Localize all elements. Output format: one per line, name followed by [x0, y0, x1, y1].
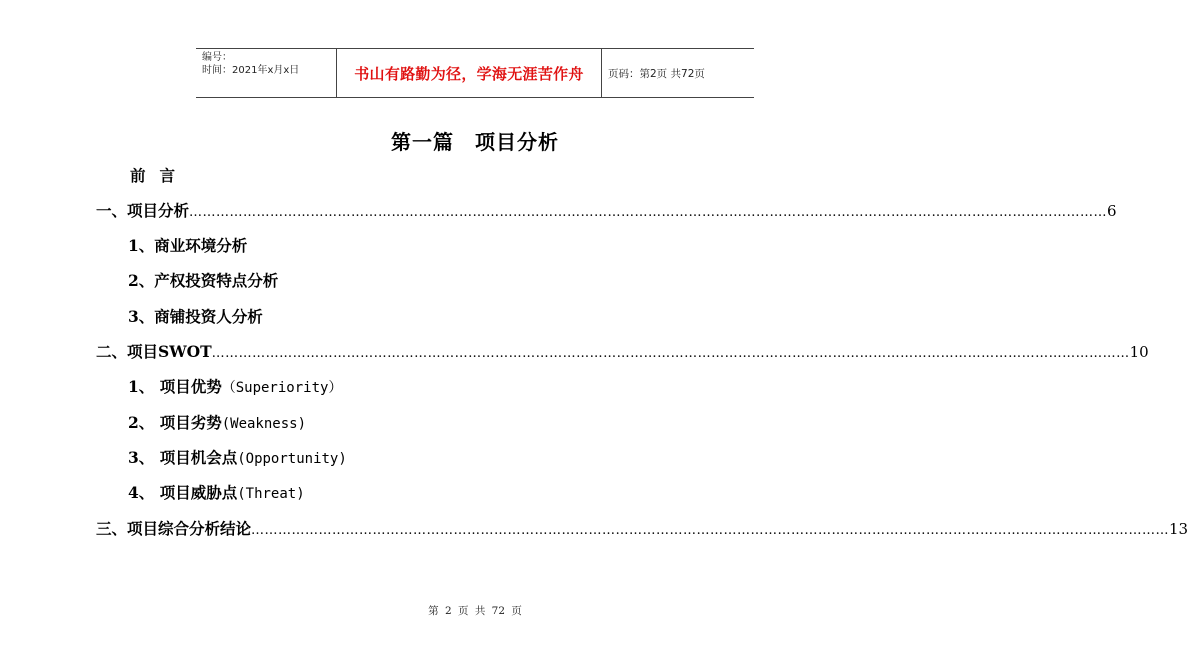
part-title: 第一篇 项目分析 — [391, 130, 559, 154]
toc-page-number: 13 — [1169, 520, 1188, 538]
toc-sub-number: 2、 — [128, 413, 155, 432]
toc-entry-label: 二、项目SWOT — [96, 342, 212, 361]
toc-entry-label: 三、项目综合分析结论 — [96, 519, 252, 538]
toc-sub-english: （Superiority） — [221, 380, 343, 396]
toc-entry-project-analysis[interactable] — [96, 199, 1117, 221]
toc-leader-dots: …………………………………………………………………………………………………………………………………………………………………………………… — [211, 346, 1130, 361]
time-label: 时间：2021年x月x日 — [202, 65, 300, 76]
toc-entry-label: 一、项目分析 — [96, 201, 190, 220]
toc-page-number: 6 — [1107, 202, 1117, 220]
toc-sub-number: 4、 — [128, 483, 155, 502]
page-header — [196, 48, 754, 98]
toc-sub-entry-superiority[interactable] — [128, 375, 342, 397]
toc-sub-entry[interactable]: 1、商业环境分析 — [128, 236, 248, 255]
toc-sub-entry[interactable]: 3、商铺投资人分析 — [128, 307, 263, 326]
toc-entry-conclusion[interactable] — [96, 517, 1188, 539]
toc-sub-title: 项目优势 — [159, 377, 222, 396]
page-footer: 第 2 页 共 72 页 — [428, 605, 522, 617]
toc-entry-swot[interactable] — [96, 340, 1149, 362]
toc-leader-dots: …………………………………………………………………………………………………………………………………………………………………………………… — [189, 205, 1108, 220]
header-page-code: 页码：第2页 共72页 — [608, 67, 705, 80]
toc-sub-number: 1、 — [128, 377, 155, 396]
toc-sub-number: 3、 — [128, 448, 155, 467]
toc-sub-entry[interactable]: 2、产权投资特点分析 — [128, 271, 279, 290]
header-meta — [196, 49, 337, 97]
serial-number-label: 编号： — [202, 52, 232, 63]
toc-sub-entry-threat[interactable] — [128, 481, 305, 503]
toc-sub-english: (Opportunity) — [237, 451, 347, 467]
toc-foreword: 前言 — [130, 166, 190, 185]
toc-sub-english: (Threat) — [237, 486, 305, 502]
toc-sub-title: 项目机会点 — [159, 448, 238, 467]
header-motto: 书山有路勤为径，学海无涯苦作舟 — [337, 49, 602, 97]
toc-sub-entry-weakness[interactable] — [128, 411, 306, 433]
toc-leader-dots: …………………………………………………………………………………………………………………………………………………………………………………… — [251, 523, 1170, 538]
toc-sub-title: 项目劣势 — [159, 413, 222, 432]
toc-sub-title: 项目威胁点 — [159, 483, 238, 502]
toc-sub-entry-opportunity[interactable] — [128, 446, 347, 468]
toc-page-number: 10 — [1129, 343, 1149, 361]
toc-sub-english: (Weakness) — [221, 416, 307, 432]
